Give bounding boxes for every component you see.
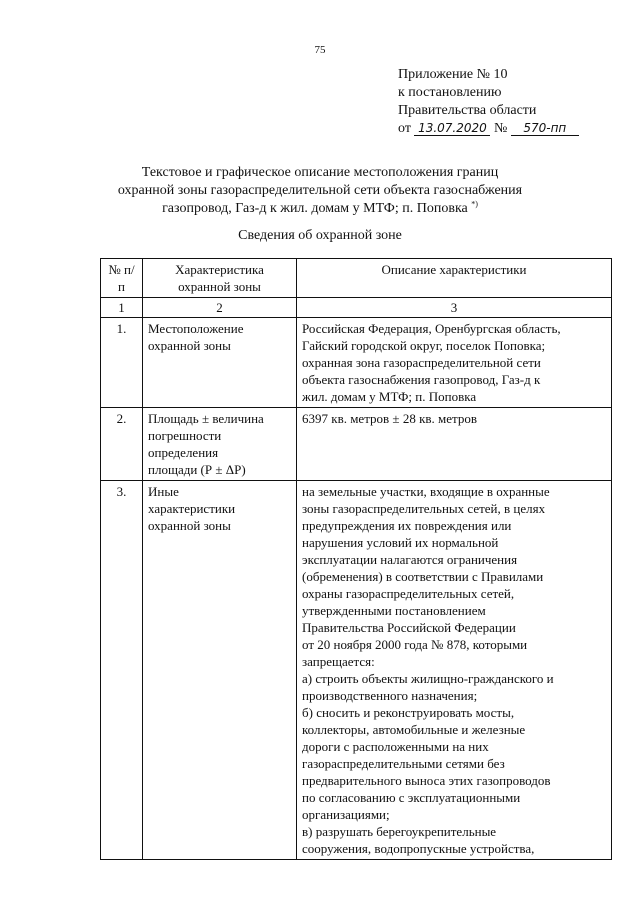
appendix-line-2: к постановлению	[398, 85, 502, 100]
from-label: от	[398, 121, 411, 136]
table-row	[101, 481, 612, 860]
document-title	[100, 164, 540, 218]
title-line-3	[100, 200, 540, 218]
description-line: объекта газоснабжения газопровод, Газ-д к	[302, 372, 541, 387]
description-line: охраны газораспределительных сетей,	[302, 586, 515, 601]
description-line: организациями;	[302, 807, 390, 822]
characteristic-line: погрешности	[148, 428, 222, 443]
column-number: 2	[143, 298, 297, 318]
description-line: дороги с расположенными на них	[302, 739, 489, 754]
title-line-3-text: газопровод, Газ-д к жил. домам у МТФ; п. Поповка	[162, 201, 468, 216]
characteristic-line: определения	[148, 445, 219, 460]
row-number: 3.	[101, 481, 143, 860]
appendix-line-3: Правительства области	[398, 103, 537, 118]
row-description	[297, 481, 612, 860]
column-numbers-row	[101, 298, 612, 318]
characteristic-line: Иные	[148, 484, 179, 499]
column-number: 3	[297, 298, 612, 318]
title-line-2: охранной зоны газораспределительной сети объекта газоснабжения	[117, 183, 523, 198]
column-number: 1	[101, 298, 143, 318]
characteristic-line: характеристики	[148, 501, 236, 516]
section-title: Сведения об охранной зоне	[238, 228, 402, 243]
title-line-1: Текстовое и графическое описание местоположения границ	[141, 165, 499, 180]
characteristic-line: Площадь ± величина	[148, 411, 264, 426]
description-line: в) разрушать берегоукрепительные	[302, 824, 497, 839]
handwritten-date: 13.07.2020	[414, 121, 490, 136]
description-line: сооружения, водопропускные устройства,	[302, 841, 535, 856]
table-header-row	[101, 259, 612, 298]
characteristic-line: охранной зоны	[148, 518, 231, 533]
characteristic-line: площади (Р ± ΔР)	[148, 462, 246, 477]
description-line: от 20 ноября 2000 года № 878, которыми	[302, 637, 528, 652]
row-characteristic: Местоположение охранной зоны	[143, 318, 297, 408]
description-line: утвержденными постановлением	[302, 603, 486, 618]
table-row	[101, 318, 612, 408]
description-line: зоны газораспределительных сетей, в целях	[302, 501, 546, 516]
description-line: (обременения) в соответствии с Правилами	[302, 569, 544, 584]
description-line: Правительства Российской Федерации	[302, 620, 516, 635]
description-line: предварительного выноса этих газопроводов	[302, 773, 551, 788]
header-characteristic: Характеристика охранной зоны	[143, 259, 297, 298]
row-characteristic	[143, 481, 297, 860]
description-line: по согласованию с эксплуатационными	[302, 790, 521, 805]
description-line: Российская Федерация, Оренбургская область,	[302, 321, 561, 336]
row-characteristic	[143, 408, 297, 481]
appendix-header	[398, 66, 579, 138]
description-line: жил. домам у МТФ; п. Поповка	[302, 389, 477, 404]
zone-info-table	[100, 258, 612, 860]
header-description: Описание характеристики	[297, 259, 612, 298]
description-line: коллекторы, автомобильные и железные	[302, 722, 526, 737]
description-line: предупреждения их повреждения или	[302, 518, 512, 533]
description-line: нарушения условий их нормальной	[302, 535, 499, 550]
row-number: 1.	[101, 318, 143, 408]
description-line: а) строить объекты жилищно-гражданского и	[302, 671, 554, 686]
appendix-line-4	[398, 120, 579, 138]
description-line: производственного назначения;	[302, 688, 478, 703]
description-line: на земельные участки, входящие в охранные	[302, 484, 550, 499]
row-number: 2.	[101, 408, 143, 481]
page-number: 75	[314, 44, 326, 56]
footnote-mark: *)	[471, 199, 478, 209]
description-line: б) сносить и реконструировать мосты,	[302, 705, 515, 720]
handwritten-number: 570-пп	[511, 121, 579, 136]
appendix-line-1: Приложение № 10	[398, 67, 508, 82]
description-line: охранная зона газораспределительной сети	[302, 355, 541, 370]
description-line: газораспределительными сетями без	[302, 756, 505, 771]
table-row	[101, 408, 612, 481]
row-description: 6397 кв. метров ± 28 кв. метров	[297, 408, 612, 481]
header-num: № п/п	[101, 259, 143, 298]
description-line: Гайский городской округ, поселок Поповка;	[302, 338, 546, 353]
row-description	[297, 318, 612, 408]
description-line: запрещается:	[302, 654, 375, 669]
number-label: №	[493, 121, 508, 136]
description-line: эксплуатации налагаются ограничения	[302, 552, 518, 567]
